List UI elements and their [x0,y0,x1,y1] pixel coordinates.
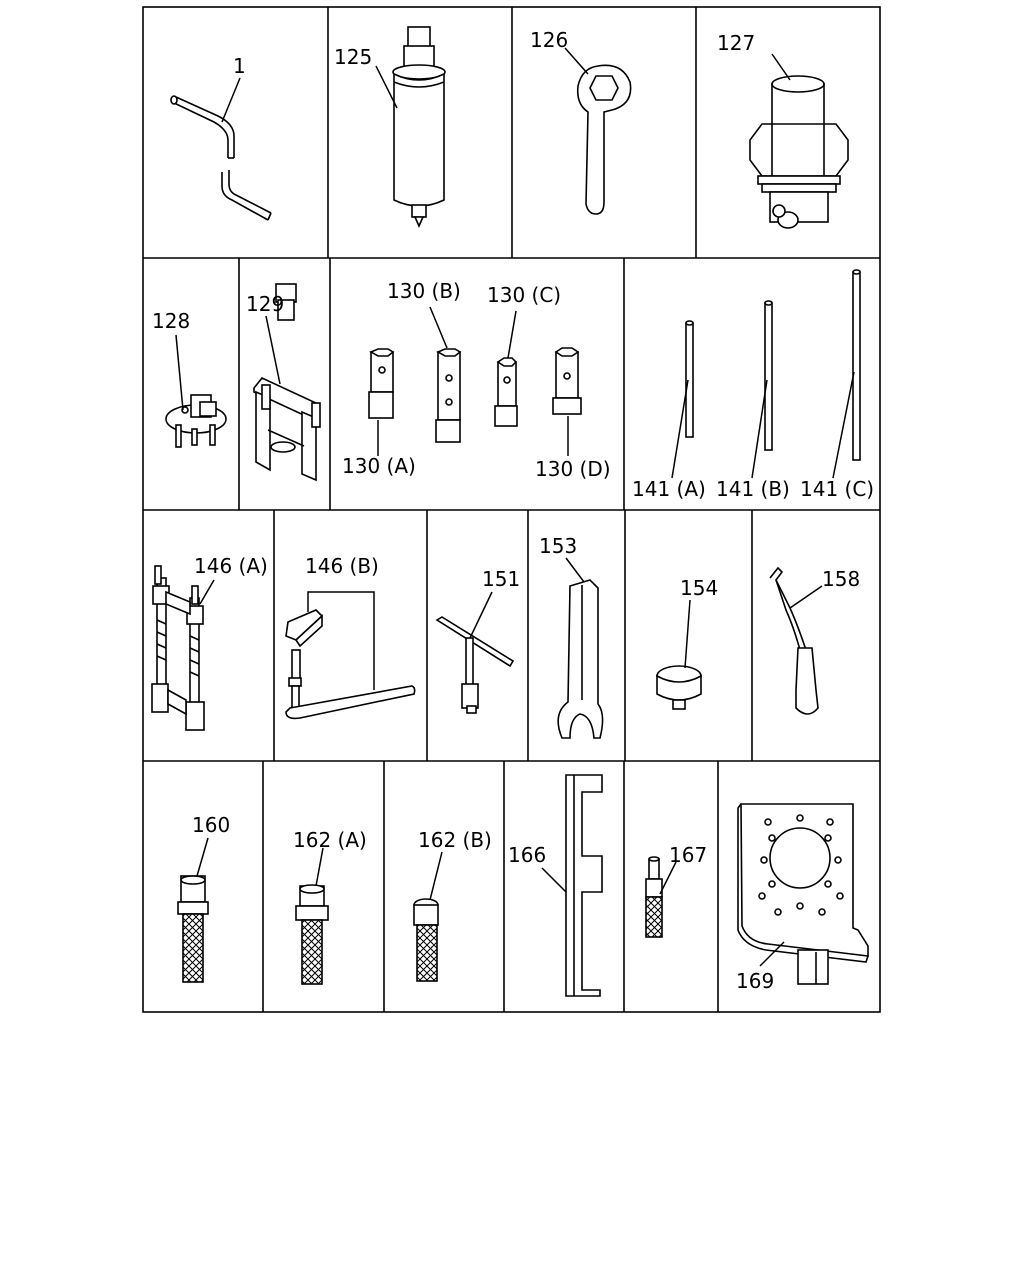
callout-153: 153 [539,534,578,558]
tool-153-open-spanner [558,558,602,738]
callout-146b: 146 (B) [305,554,379,578]
tool-146a-clamp [152,566,214,730]
tool-158-hook [770,568,822,714]
callout-141b: 141 (B) [716,477,790,501]
tool-1-bent-rod [171,78,271,220]
tool-130d-socket [553,348,581,456]
callout-158: 158 [822,567,861,591]
tool-130a-socket [369,349,393,456]
callout-162a: 162 (A) [293,828,367,852]
callout-130d: 130 (D) [535,457,611,481]
callout-128: 128 [152,309,191,333]
callout-162b: 162 (B) [418,828,492,852]
tool-154-disc [657,600,701,709]
callout-169: 169 [736,969,775,993]
callout-127: 127 [717,31,756,55]
tool-141a-rod [672,321,693,478]
callout-151: 151 [482,567,521,591]
tool-141c-rod [833,270,860,478]
callout-130c: 130 (C) [487,283,562,307]
callout-125: 125 [334,45,373,69]
callout-141c: 141 (C) [800,477,875,501]
callout-126: 126 [530,28,569,52]
callout-129: 129 [246,292,285,316]
tool-126-ring-spanner [565,48,631,214]
tool-130c-socket [495,311,517,426]
tool-162a-knurled-drift [296,848,328,984]
tool-146b-lever-set [286,592,415,718]
callout-166: 166 [508,843,547,867]
tool-130b-socket [430,307,460,442]
tool-166-bracket-bar [542,775,602,996]
tool-167-small-drift [646,857,676,937]
tool-125-cylinder [376,27,445,226]
tool-127-hex-adapter [750,54,848,228]
callout-1: 1 [233,54,246,78]
tool-162b-knurled-drift [414,852,442,981]
tool-128-puller-plate [166,335,226,447]
callout-130a: 130 (A) [342,454,416,478]
callout-167: 167 [669,843,708,867]
callout-146a: 146 (A) [194,554,268,578]
callout-141a: 141 (A) [632,477,706,501]
tool-151-t-handle [437,592,513,713]
callout-160: 160 [192,813,231,837]
tool-160-knurled-drift [178,838,208,982]
tool-169-angle-plate [738,804,868,984]
tool-141b-rod [752,301,772,478]
callout-130b: 130 (B) [387,279,461,303]
callout-154: 154 [680,576,719,600]
